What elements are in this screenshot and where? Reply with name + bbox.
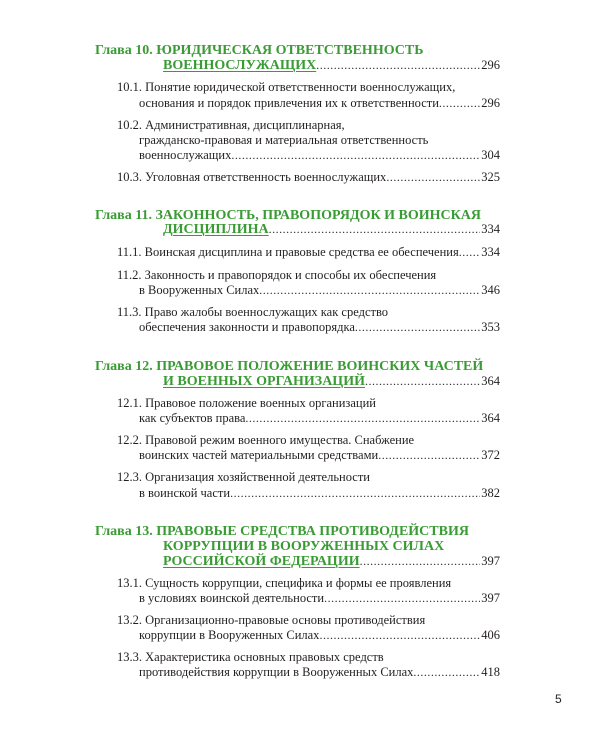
section-line: 13.3. Характеристика основных правовых средств bbox=[117, 650, 384, 664]
section-line: воинских частей материальными средствами ..... 372 bbox=[139, 448, 500, 463]
leader-dots bbox=[378, 448, 480, 463]
chapter-title-line[interactable]: Глава 13. ПРАВОВЫЕ СРЕДСТВА ПРОТИВОДЕЙСТВИЯ bbox=[95, 524, 469, 539]
section-line: в условиях воинской деятельности ..... 397 bbox=[139, 591, 500, 606]
section-line: 12.3. Организация хозяйственной деятельности bbox=[117, 470, 370, 484]
chapter-title-line[interactable]: ВОЕННОСЛУЖАЩИХ ..... 296 bbox=[163, 58, 500, 73]
chapter-title-line[interactable]: И ВОЕННЫХ ОРГАНИЗАЦИЙ ..... 364 bbox=[163, 374, 500, 389]
page-ref: 418 bbox=[481, 665, 500, 679]
page-ref: 382 bbox=[481, 486, 500, 500]
chapter-title-line[interactable]: ДИСЦИПЛИНА ..... 334 bbox=[163, 222, 500, 237]
section-line: основания и порядок привлечения их к ответственности ..... 296 bbox=[139, 96, 500, 111]
section-line: в Вооруженных Силах ..... 346 bbox=[139, 283, 500, 298]
section-line: 11.3. Право жалобы военнослужащих как средство bbox=[117, 305, 389, 319]
section-line: гражданско-правовая и материальная ответственность bbox=[139, 133, 429, 147]
section-line: 12.2. Правовой режим военного имущества. Снабжение bbox=[117, 433, 415, 447]
chapter-title-line[interactable]: КОРРУПЦИИ В ВООРУЖЕННЫХ СИЛАХ bbox=[163, 539, 445, 554]
section-line: 12.1. Правовое положение военных организаций bbox=[117, 396, 376, 410]
leader-dots bbox=[259, 283, 480, 298]
page-ref: 304 bbox=[481, 148, 500, 162]
page-ref: 397 bbox=[481, 591, 500, 605]
page-ref: 334 bbox=[481, 222, 500, 236]
page-ref: 364 bbox=[481, 374, 500, 388]
leader-dots bbox=[269, 222, 481, 237]
chapter-title-line[interactable]: Глава 11. ЗАКОННОСТЬ, ПРАВОПОРЯДОК И ВОИНСКАЯ bbox=[95, 208, 481, 223]
leader-dots bbox=[365, 374, 480, 389]
section-line: как субъектов права ..... 364 bbox=[139, 411, 500, 426]
section-line: 11.1. Воинская дисциплина и правовые средства ее обеспечения ..... 334 bbox=[117, 245, 500, 260]
section-line: коррупции в Вооруженных Силах ..... 406 bbox=[139, 628, 500, 643]
section-line: противодействия коррупции в Вооруженных Силах ..... 418 bbox=[139, 665, 500, 680]
leader-dots bbox=[316, 58, 480, 73]
chapter-title-line[interactable]: РОССИЙСКОЙ ФЕДЕРАЦИИ ..... 397 bbox=[163, 554, 500, 569]
leader-dots bbox=[360, 554, 481, 569]
page-ref: 334 bbox=[481, 245, 500, 259]
page-number: 5 bbox=[555, 692, 562, 706]
page-ref: 325 bbox=[481, 170, 500, 184]
leader-dots bbox=[386, 170, 480, 185]
chapter-title-line[interactable]: Глава 12. ПРАВОВОЕ ПОЛОЖЕНИЕ ВОИНСКИХ ЧАСТЕЙ bbox=[95, 359, 484, 374]
leader-dots bbox=[413, 665, 480, 680]
leader-dots bbox=[324, 591, 480, 606]
section-line: 10.3. Уголовная ответственность военнослужащих ..... 325 bbox=[117, 170, 500, 185]
leader-dots bbox=[319, 628, 480, 643]
page-ref: 296 bbox=[481, 96, 500, 110]
section-line: 11.2. Законность и правопорядок и способы их обеспечения bbox=[117, 268, 437, 282]
section-line: в воинской части ..... 382 bbox=[139, 486, 500, 501]
page-ref: 364 bbox=[481, 411, 500, 425]
section-line: военнослужащих ..... 304 bbox=[139, 148, 500, 163]
section-line: 13.2. Организационно-правовые основы противодействия bbox=[117, 613, 426, 627]
leader-dots bbox=[459, 245, 481, 260]
leader-dots bbox=[231, 148, 480, 163]
section-line: обеспечения законности и правопорядка ..... 353 bbox=[139, 320, 500, 335]
page-ref: 406 bbox=[481, 628, 500, 642]
section-line: 10.1. Понятие юридической ответственности военнослужащих, bbox=[117, 80, 456, 94]
leader-dots bbox=[245, 411, 480, 426]
page-ref: 346 bbox=[481, 283, 500, 297]
section-line: 13.1. Сущность коррупции, специфика и формы ее проявления bbox=[117, 576, 452, 590]
page-ref: 372 bbox=[481, 448, 500, 462]
leader-dots bbox=[355, 320, 480, 335]
chapter-title-line[interactable]: Глава 10. ЮРИДИЧЕСКАЯ ОТВЕТСТВЕННОСТЬ bbox=[95, 43, 424, 58]
section-line: 10.2. Административная, дисциплинарная, bbox=[117, 118, 345, 132]
page-ref: 397 bbox=[481, 554, 500, 568]
page-ref: 353 bbox=[481, 320, 500, 334]
leader-dots bbox=[439, 96, 480, 111]
leader-dots bbox=[230, 486, 480, 501]
page-ref: 296 bbox=[481, 58, 500, 72]
